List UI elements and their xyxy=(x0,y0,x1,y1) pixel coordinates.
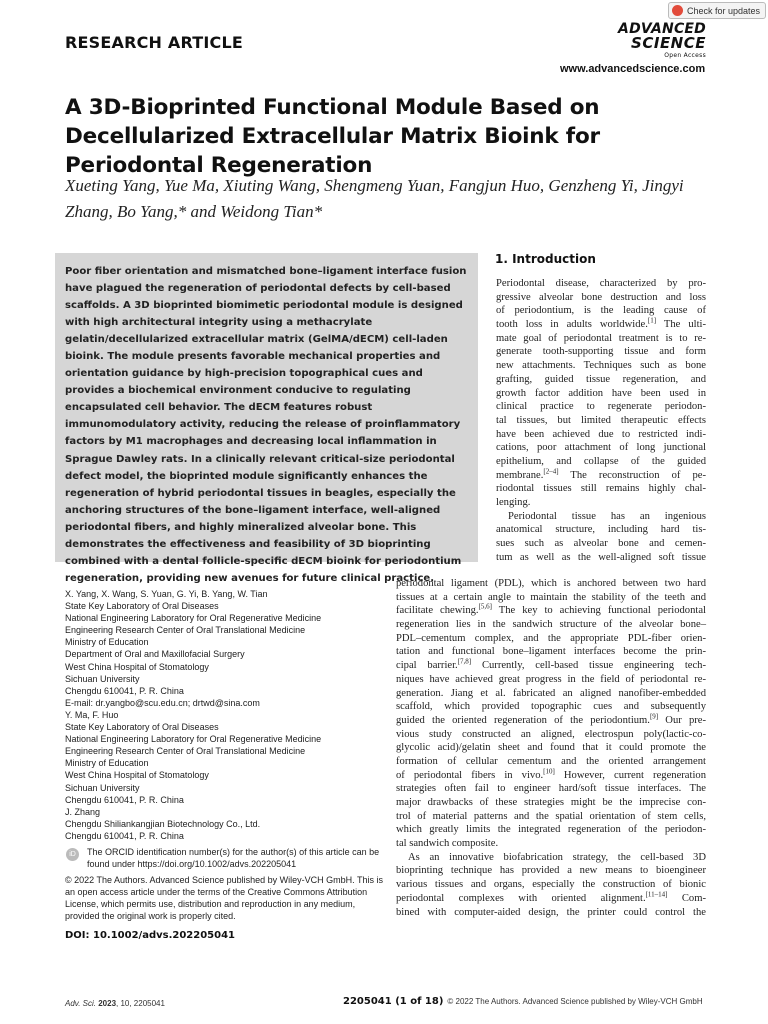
body-line: tal tissues, but limited therapeutic effects xyxy=(496,414,706,426)
body-line: periodontal ligament (PDL), which is anchored between two hard xyxy=(396,578,706,589)
citation-link[interactable]: [7,8] xyxy=(457,657,472,666)
journal-url-link[interactable]: www.advancedscience.com xyxy=(560,63,706,75)
body-line: glycolic acid)/gelatin sheet and found that it could promote the xyxy=(396,742,706,754)
affiliation-line: West China Hospital of Stomatology xyxy=(65,770,209,781)
citation-link[interactable]: [2–4] xyxy=(543,467,559,476)
body-line: tum as well as the well-aligned soft tissue xyxy=(496,551,706,563)
body-line: have been achieved due to restricted indi- xyxy=(496,428,706,440)
body-line: formation of cellular cementum and the oriented arrangement xyxy=(396,755,706,767)
affiliation-line: Ministry of Education xyxy=(65,758,149,769)
body-line: generate tooth-supporting tissue and form xyxy=(496,346,706,358)
affiliation-line: Engineering Research Center of Oral Translational Medicine xyxy=(65,625,306,636)
doi-link[interactable]: DOI: 10.1002/advs.202205041 xyxy=(65,930,235,941)
citation-link[interactable]: [11–14] xyxy=(645,890,668,899)
body-line: new attachments. Techniques such as bone xyxy=(496,360,706,372)
body-line: regeneration lies in the sandwich structure of the alveolar bone– xyxy=(396,619,706,631)
journal-logo-oa: Open Access xyxy=(664,52,706,59)
body-line: guided the oriented regeneration of the periodontium.[9] Our pre- xyxy=(396,712,706,726)
body-line: anatomical structure, including hard tis- xyxy=(496,524,706,536)
affiliation-line: X. Yang, X. Wang, S. Yuan, G. Yi, B. Yang, W. Tian xyxy=(65,589,268,599)
body-line: strategies often fail to engineer hard/soft tissue interfaces. The xyxy=(396,783,706,795)
section-label: RESEARCH ARTICLE xyxy=(65,33,244,52)
body-line: cipal barrier.[7,8] Currently, cell-based tissue engineering tech- xyxy=(396,657,706,672)
footer-copyright: © 2022 The Authors. Advanced Science published by Wiley-VCH GmbH xyxy=(447,997,703,1006)
body-line: Periodontal tissue has an ingenious xyxy=(508,510,706,522)
body-line: gressive alveolar bone destruction and loss xyxy=(496,291,706,303)
journal-logo-line1: ADVANCED xyxy=(618,21,706,37)
body-line: which greatly limits the integrated regeneration of the periodon- xyxy=(396,824,706,836)
affiliation-line: National Engineering Laboratory for Oral Regenerative Medicine xyxy=(65,734,322,745)
body-line: tal sandwich composite. xyxy=(396,838,499,850)
affiliation-email[interactable]: E-mail: dr.yangbo@scu.edu.cn; drtwd@sina.com xyxy=(65,697,260,708)
body-line: facilitate chewing.[5,6] The key to achieving functional periodontal xyxy=(396,602,706,617)
body-line: major drawbacks of these strategies might be the imprecise con- xyxy=(396,797,706,808)
affiliation-line: Y. Ma, F. Huo xyxy=(65,709,119,720)
footer-citation-rest: , 10, 2205041 xyxy=(116,999,165,1008)
body-line: periodontal complexes with oriented alignment.[11–14] Com- xyxy=(396,890,707,904)
orcid-note: The ORCID identification number(s) for the author(s) of this article can be found under https://doi.org/10.1002/advs.202205041 xyxy=(87,847,380,869)
body-line: bioprinting technique has provided a new means to bioengineer xyxy=(396,865,706,877)
affiliation-line: Department of Oral and Maxillofacial Surgery xyxy=(65,649,245,660)
body-line: of periodontal fibers in vivo.[10] However, current regeneration xyxy=(396,767,706,781)
footer-year: 2023 xyxy=(98,999,117,1008)
body-line: membrane.[2–4] The reconstruction of pe- xyxy=(496,467,706,481)
affiliations xyxy=(65,588,385,842)
intro-column-narrow xyxy=(496,277,706,564)
affiliation-line: Chengdu 610041, P. R. China xyxy=(65,794,184,805)
body-line: epithelium, and collapse of the guided xyxy=(496,455,706,467)
body-line: grafting, guided tissue regeneration, and xyxy=(496,373,706,385)
body-line: tation and functional bone–ligament interfaces become the prin- xyxy=(396,646,706,658)
affiliation-line: National Engineering Laboratory for Oral Regenerative Medicine xyxy=(65,613,322,624)
affiliation-line: West China Hospital of Stomatology xyxy=(65,661,209,672)
body-line: generation. Jiang et al. fabricated an aligned nanofiber-embedded xyxy=(396,687,706,699)
author-list: Xueting Yang, Yue Ma, Xiuting Wang, Shengmeng Yuan, Fangjun Huo, Genzheng Yi, Jingyi Zhang, Bo Yang,* and Weidong Tian* xyxy=(65,176,684,221)
body-line: riodontal tissues still remains highly chal- xyxy=(496,483,706,495)
body-line: cations, poor attachment of long junctional xyxy=(496,442,706,454)
affiliation-line: J. Zhang xyxy=(65,806,101,817)
orcid-icon[interactable]: iD xyxy=(66,848,79,861)
check-updates-label: Check for updates xyxy=(687,5,761,16)
body-line: niques have achieved great progress in the field of periodontal re- xyxy=(396,673,706,685)
body-line: lenging. xyxy=(496,497,531,508)
affiliation-line: Sichuan University xyxy=(65,782,140,793)
body-line: Periodontal disease, characterized by pro- xyxy=(496,278,706,289)
affiliation-line: State Key Laboratory of Oral Diseases xyxy=(65,601,219,612)
body-line: As an innovative biofabrication strategy, the cell-based 3D xyxy=(408,851,706,863)
intro-heading: 1. Introduction xyxy=(495,252,596,266)
check-updates-button[interactable] xyxy=(668,2,766,19)
body-line: tissues at a certain angle to maintain the stability of the teeth and xyxy=(396,591,706,603)
footer-page-info xyxy=(343,996,703,1007)
body-line: vious study constructed an aligned, electrospun poly(lactic-co- xyxy=(396,728,706,740)
citation-link[interactable]: [5,6] xyxy=(478,602,492,611)
affiliation-line: State Key Laboratory of Oral Diseases xyxy=(65,722,219,733)
footer-journal: Adv. Sci. xyxy=(65,999,96,1008)
journal-logo[interactable] xyxy=(596,22,706,63)
body-line: scaffold, which provided topographic cues and subsequently xyxy=(396,701,706,713)
affiliation-line: Chengdu 610041, P. R. China xyxy=(65,685,184,696)
license-text: © 2022 The Authors. Advanced Science published by Wiley-VCH GmbH. This is an open access article under the terms of the Creative Commons Attribution License, which permits use, distribution and reproduction in any medium, provided the original work is properly cited. xyxy=(65,875,383,921)
affiliation-line: Engineering Research Center of Oral Translational Medicine xyxy=(65,746,306,757)
affiliation-line: Ministry of Education xyxy=(65,637,149,648)
article-title: A 3D-Bioprinted Functional Module Based on Decellularized Extracellular Matrix Bioink for Periodontal Regeneration xyxy=(65,95,600,178)
body-line: mate goal of periodontal treatment is to re- xyxy=(496,332,706,344)
body-line: clinical practice to regenerate periodon- xyxy=(496,401,706,413)
body-line: of periodontium, is the leading cause of xyxy=(496,305,706,317)
citation-link[interactable]: [9] xyxy=(649,712,659,721)
check-updates-icon xyxy=(672,5,683,16)
intro-column-wide xyxy=(396,577,706,919)
page-number: 2205041 (1 of 18) xyxy=(343,996,444,1007)
body-line: PDL–cementum complex, and the appropriate PDL-fiber orien- xyxy=(396,632,706,644)
journal-logo-line2: SCIENCE xyxy=(631,34,706,52)
body-line: sues such as alveolar bone and cemen- xyxy=(496,538,706,550)
citation-link[interactable]: [1] xyxy=(647,316,657,325)
abstract-text: Poor fiber orientation and mismatched bone–ligament interface fusion have plagued the regeneration of periodontal defects by cell-based scaffolds. A 3D bioprinted biomimetic periodontal module is designed with high architectural integrity using a methacrylate gelatin/decellularized extracellular matrix (GelMA/dECM) cell-laden bioink. The module presents favorable mechanical properties and orientation guidance by high-precision topographical cues and provides a biochemical environment conducive to regulating encapsulated cell behavior. The dECM features robust immunomodulatory activity, reducing the release of proinflammatory factors by M1 macrophages and decreasing local inflammation in Sprague Dawley rats. In a clinically relevant critical-size periodontal defect model, the bioprinted module significantly enhances the regeneration of hybrid periodontal tissues in beagles, especially the anchoring structures of the bone–ligament interface, well-aligned periodontal fibers, and highly mineralized alveolar bone. This demonstrates the effectiveness and feasibility of 3D bioprinting combined with a dental follicle-specific dECM bioink for periodontium regeneration, providing new avenues for future clinical practice. xyxy=(65,266,467,584)
body-line: tooth loss in adults worldwide.[1] The ulti- xyxy=(496,316,707,331)
body-line: various tissues and organs, especially the construction of bionic xyxy=(396,879,706,891)
affiliation-line: Chengdu Shiliankangjian Biotechnology Co., Ltd. xyxy=(65,818,261,829)
affiliation-line: Sichuan University xyxy=(65,673,140,684)
body-line: growth factor addition have been used in xyxy=(496,387,706,399)
affiliation-line: Chengdu 610041, P. R. China xyxy=(65,830,184,841)
body-line: trol of material patterns and the spatial orientation of stem cells, xyxy=(396,810,706,822)
footer-citation xyxy=(65,999,165,1008)
citation-link[interactable]: [10] xyxy=(543,767,555,776)
body-line: bined with computer-aided design, the printer could control the xyxy=(396,906,706,918)
